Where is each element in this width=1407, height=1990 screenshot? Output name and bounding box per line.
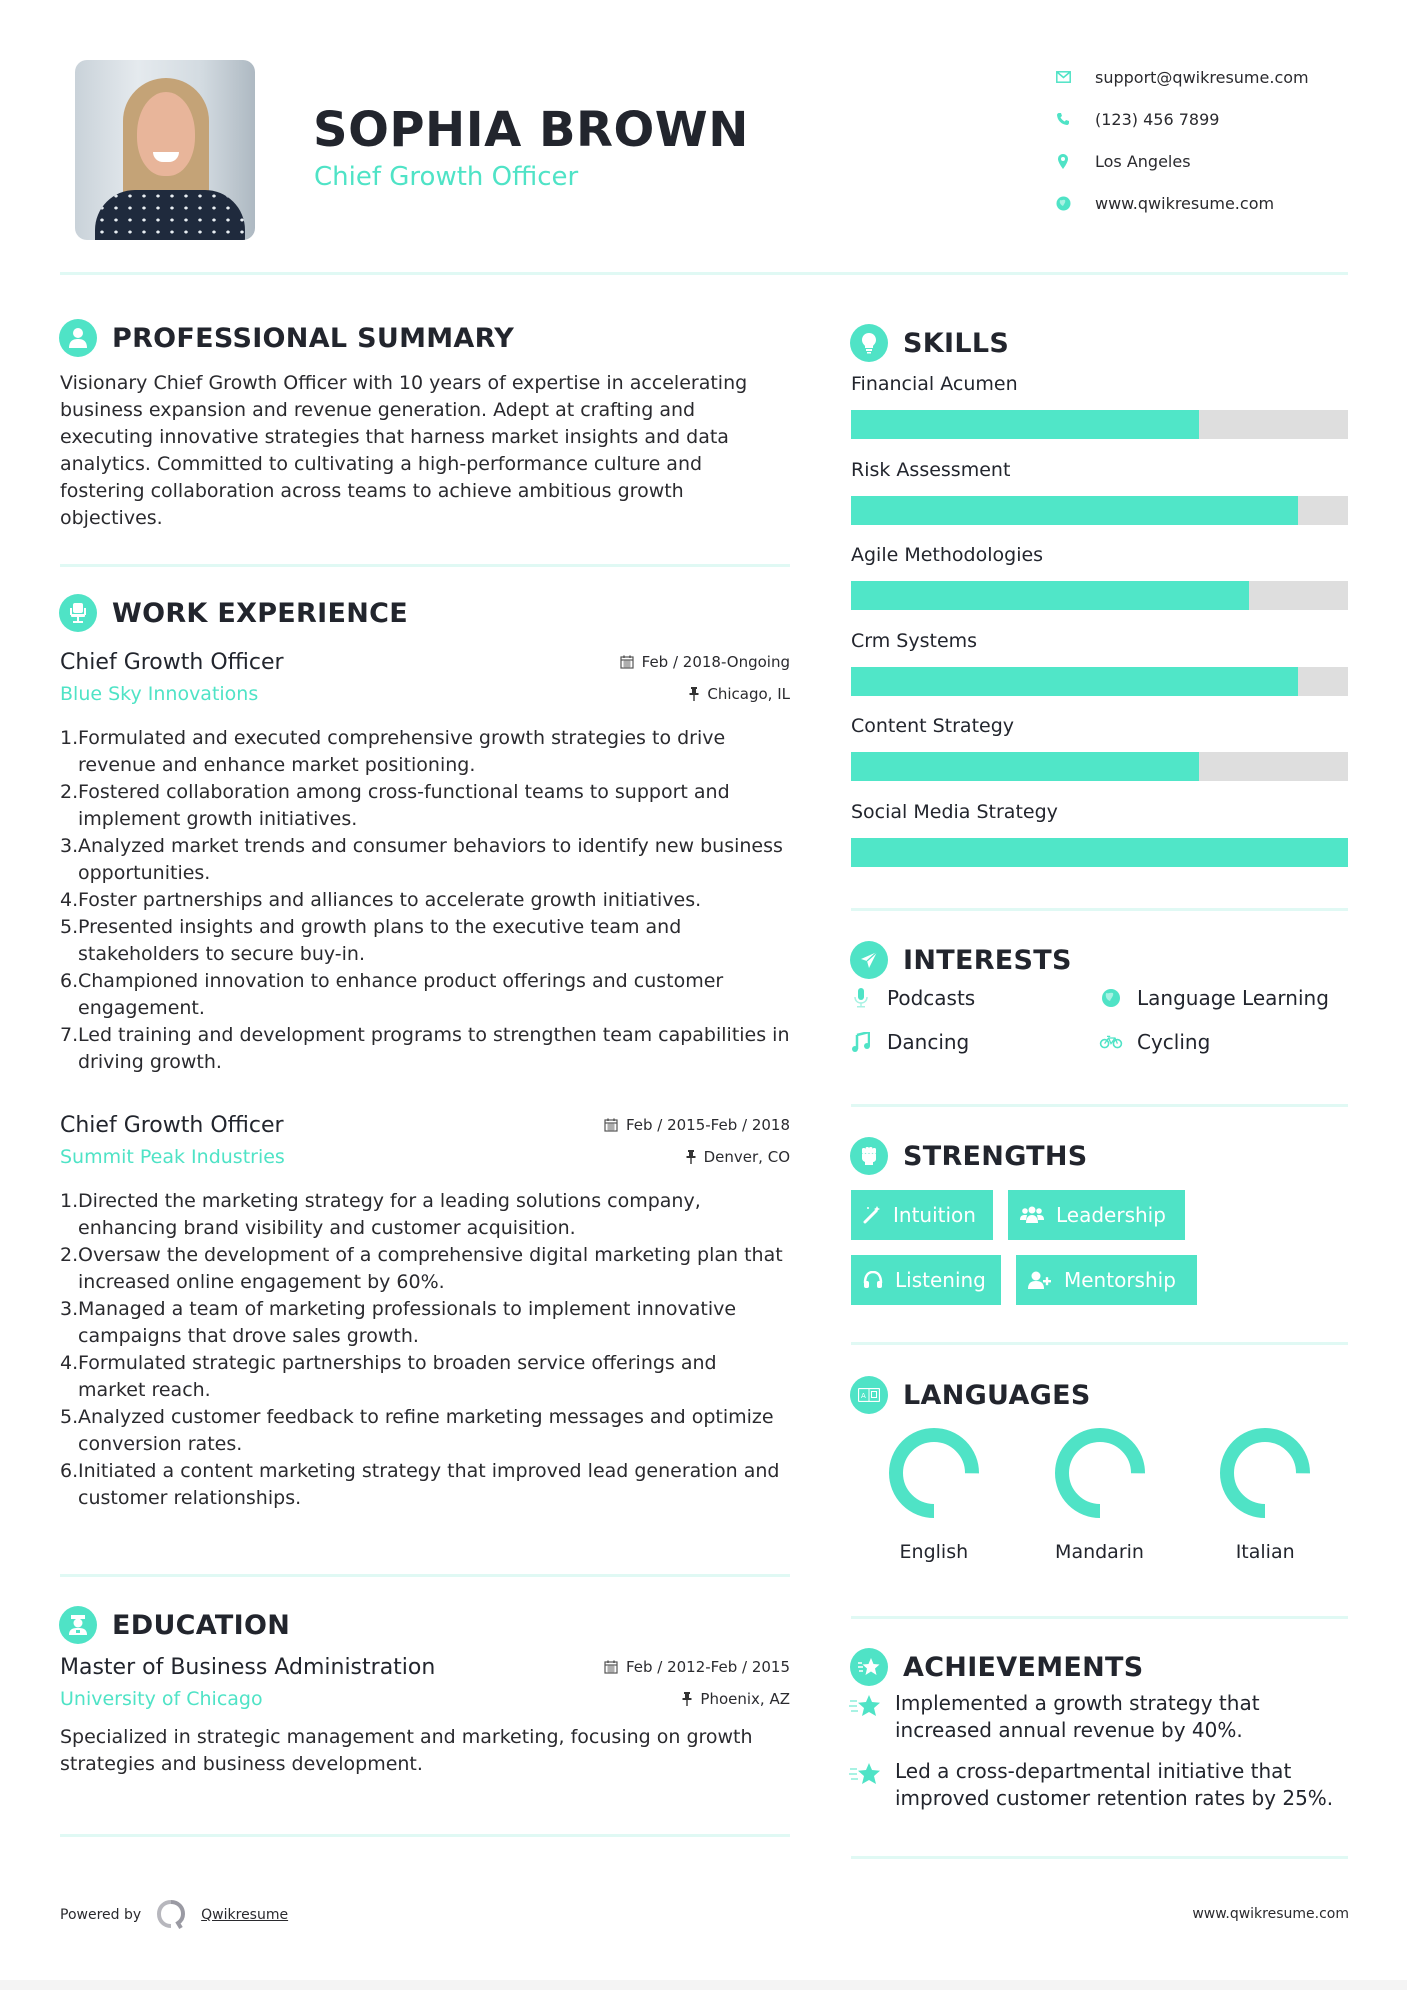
job-bullet: 2. Oversaw the development of a comprehensive digital marketing plan that increased online engagement by 60%. <box>60 1244 783 1293</box>
job-bullet: 5. Analyzed customer feedback to refine marketing messages and optimize conversion rates. <box>60 1406 774 1455</box>
language-progress-ring <box>1217 1425 1313 1521</box>
job-bullet: 4. Formulated strategic partnerships to broaden service offerings and market reach. <box>60 1352 717 1401</box>
language-progress-ring <box>1052 1425 1148 1521</box>
skill-bar <box>851 581 1348 610</box>
contact-website-text: www.qwikresume.com <box>1095 193 1275 213</box>
job-bullet: 6. Championed innovation to enhance product offerings and customer engagement. <box>60 970 724 1019</box>
achievement-item <box>849 1690 1349 1744</box>
powered-by-label: Powered by <box>60 1907 142 1923</box>
job-location-text: Denver, CO <box>703 1148 790 1166</box>
school-name: University of Chicago <box>60 1688 263 1710</box>
job-bullet: 3. Analyzed market trends and consumer behaviors to identify new business opportunities. <box>60 835 783 884</box>
profile-photo <box>75 60 255 240</box>
job-entry <box>60 647 790 1076</box>
strengths-divider <box>851 1342 1348 1345</box>
summary-section-header <box>59 319 514 357</box>
languages-title: LANGUAGES <box>903 1379 1091 1411</box>
job-bullet: 2. Fostered collaboration among cross-functional teams to support and implement growth initiatives. <box>60 781 730 830</box>
skill-bar-fill <box>851 581 1249 610</box>
calendar-icon <box>604 1118 618 1132</box>
skills-divider <box>851 908 1348 911</box>
globe-icon <box>1099 988 1123 1008</box>
education-description: Specialized in strategic management and marketing, focusing on growth strategies and business development. <box>60 1726 753 1775</box>
job-title: Chief Growth Officer <box>60 649 284 675</box>
skill-label: Content Strategy <box>851 715 1015 737</box>
language-label: Mandarin <box>1055 1541 1144 1563</box>
phone-icon <box>1055 111 1071 127</box>
location-icon <box>1055 153 1071 169</box>
languages-section-header <box>850 1376 1091 1414</box>
header-divider <box>60 272 1348 275</box>
interests-divider <box>851 1104 1348 1107</box>
achievements-section-header <box>850 1648 1144 1686</box>
language-item <box>1017 1425 1183 1563</box>
degree-title: Master of Business Administration <box>60 1654 436 1680</box>
achievements-list <box>849 1690 1349 1826</box>
interests-title: INTERESTS <box>903 944 1072 976</box>
language-progress-ring <box>886 1425 982 1521</box>
skill-item <box>851 370 1348 456</box>
strength-label: Mentorship <box>1064 1268 1176 1292</box>
skill-item <box>851 456 1348 542</box>
strengths-section-header <box>850 1137 1088 1175</box>
skill-item <box>851 627 1348 713</box>
skill-label: Crm Systems <box>851 629 978 652</box>
paper-plane-icon <box>850 941 888 979</box>
skill-label: Risk Assessment <box>851 458 1011 481</box>
translate-icon <box>850 1376 888 1414</box>
email-icon <box>1055 69 1071 85</box>
summary-text: Visionary Chief Growth Officer with 10 years of expertise in accelerating business expansion and revenue generation. Adept at crafting and executing innovative strategies that harness market insights and data analytics. Committed to cultivating a high-performance culture and fostering collaboration across teams to achieve ambitious growth objectives. <box>60 372 748 529</box>
interest-item <box>1099 984 1349 1012</box>
contact-phone[interactable] <box>1055 98 1309 140</box>
skill-bar-fill <box>851 752 1199 781</box>
pin-icon <box>682 1692 692 1706</box>
contact-list <box>1055 56 1309 224</box>
company-name: Summit Peak Industries <box>60 1146 285 1168</box>
group-icon <box>1020 1206 1044 1224</box>
strength-label: Leadership <box>1056 1203 1166 1227</box>
strength-label: Intuition <box>893 1203 976 1227</box>
chair-icon <box>59 594 97 632</box>
calendar-icon <box>620 655 634 669</box>
job-bullet: 4. Foster partnerships and alliances to accelerate growth initiatives. <box>60 889 702 911</box>
qwikresume-link[interactable]: Qwikresume <box>201 1907 289 1923</box>
job-bullet: 1. Formulated and executed comprehensive growth strategies to drive revenue and enhance market positioning. <box>60 727 726 776</box>
summary-divider <box>60 564 790 567</box>
skill-bar <box>851 496 1348 525</box>
experience-title: WORK EXPERIENCE <box>112 597 408 629</box>
education-title: EDUCATION <box>112 1609 291 1641</box>
education-divider <box>60 1834 790 1837</box>
skill-item <box>851 541 1348 627</box>
contact-location-text: Los Angeles <box>1095 151 1191 171</box>
company-name: Blue Sky Innovations <box>60 683 259 705</box>
contact-website[interactable] <box>1055 182 1309 224</box>
achievement-text: Implemented a growth strategy that increased annual revenue by 40%. <box>895 1691 1260 1742</box>
interest-item <box>849 984 1099 1012</box>
interest-label: Podcasts <box>887 986 976 1010</box>
job-dates-text: Feb / 2015-Feb / 2018 <box>625 1116 790 1134</box>
education-dates-text: Feb / 2012-Feb / 2015 <box>625 1658 790 1676</box>
language-label: Italian <box>1235 1541 1295 1563</box>
skill-label: Social Media Strategy <box>851 800 1058 823</box>
star-badge-icon <box>850 1648 888 1686</box>
summary-title: PROFESSIONAL SUMMARY <box>112 322 515 354</box>
interest-label: Dancing <box>887 1030 970 1054</box>
language-label: English <box>899 1541 969 1563</box>
education-entry <box>60 1652 790 1778</box>
achievement-text: Led a cross-departmental initiative that improved customer retention rates by 25%. <box>895 1759 1334 1810</box>
interest-label: Cycling <box>1137 1030 1211 1054</box>
achievements-title: ACHIEVEMENTS <box>903 1651 1144 1683</box>
experience-divider <box>60 1574 790 1577</box>
skill-bar-fill <box>851 496 1298 525</box>
candidate-name: SOPHIA BROWN <box>313 102 749 158</box>
achievement-item <box>849 1758 1349 1812</box>
job-bullet: 7. Led training and development programs to strengthen team capabilities in driving growth. <box>60 1024 790 1073</box>
skill-bar-fill <box>851 667 1298 696</box>
strength-chip <box>851 1190 993 1240</box>
contact-email[interactable] <box>1055 56 1309 98</box>
job-bullets <box>60 1188 790 1512</box>
skill-item <box>851 798 1348 884</box>
interests-section-header <box>850 941 1072 979</box>
contact-location <box>1055 140 1309 182</box>
strengths-title: STRENGTHS <box>903 1140 1088 1172</box>
job-bullet: 3. Managed a team of marketing professionals to implement innovative campaigns that drove sales growth. <box>60 1298 737 1347</box>
skills-section-header <box>850 324 1009 362</box>
lightbulb-icon <box>850 324 888 362</box>
microphone-icon <box>849 988 873 1008</box>
skill-bar <box>851 838 1348 867</box>
job-location-text: Chicago, IL <box>707 685 790 703</box>
job-bullet: 5. Presented insights and growth plans to the executive team and stakeholders to secure buy-in. <box>60 916 682 965</box>
language-item <box>851 1425 1017 1563</box>
footer-website[interactable]: www.qwikresume.com <box>1192 1906 1349 1922</box>
skill-bar <box>851 667 1348 696</box>
svg-text:A: A <box>861 1392 866 1400</box>
page-bottom-edge <box>0 1980 1407 1990</box>
music-note-icon <box>849 1032 873 1052</box>
education-location <box>682 1690 790 1708</box>
candidate-role: Chief Growth Officer <box>314 162 579 192</box>
job-entry <box>60 1110 790 1512</box>
qwikresume-logo-icon <box>157 1900 185 1930</box>
skill-item <box>851 712 1348 798</box>
bicycle-icon <box>1099 1034 1123 1050</box>
skill-bar-fill <box>851 410 1199 439</box>
job-bullet: 1. Directed the marketing strategy for a leading solutions company, enhancing brand visibility and customer acquisition. <box>60 1190 701 1239</box>
magic-wand-icon <box>863 1206 881 1224</box>
pin-icon <box>689 687 699 701</box>
education-section-header <box>59 1606 290 1644</box>
education-location-text: Phoenix, AZ <box>700 1690 790 1708</box>
star-icon <box>849 1758 883 1812</box>
strengths-list <box>851 1190 1348 1320</box>
job-title: Chief Growth Officer <box>60 1112 284 1138</box>
user-plus-icon <box>1028 1271 1052 1289</box>
skill-bar <box>851 752 1348 781</box>
skill-bar-fill <box>851 838 1348 867</box>
job-dates <box>604 1116 790 1134</box>
headphones-icon <box>863 1271 883 1289</box>
language-item <box>1182 1425 1348 1563</box>
star-icon <box>849 1690 883 1744</box>
job-bullet: 6. Initiated a content marketing strategy that improved lead generation and customer relationships. <box>60 1460 780 1509</box>
interest-item <box>849 1028 1099 1056</box>
user-icon <box>59 319 97 357</box>
graduate-icon <box>59 1606 97 1644</box>
interest-item <box>1099 1028 1349 1056</box>
strength-chip <box>1016 1255 1197 1305</box>
achievements-divider <box>851 1856 1348 1859</box>
skills-list <box>851 370 1348 883</box>
skill-bar <box>851 410 1348 439</box>
skill-label: Financial Acumen <box>851 373 1018 395</box>
job-dates <box>620 653 790 671</box>
pin-icon <box>686 1150 696 1164</box>
job-location <box>689 685 790 703</box>
languages-list <box>851 1425 1348 1563</box>
globe-icon <box>1055 195 1071 211</box>
calendar-icon <box>604 1660 618 1674</box>
education-dates <box>604 1658 790 1676</box>
strength-chip <box>851 1255 1001 1305</box>
strength-chip <box>1008 1190 1185 1240</box>
skills-title: SKILLS <box>903 327 1010 359</box>
interest-label: Language Learning <box>1137 986 1329 1010</box>
strength-label: Listening <box>895 1268 986 1292</box>
contact-email-text: support@qwikresume.com <box>1095 67 1309 87</box>
languages-divider <box>851 1616 1348 1619</box>
job-dates-text: Feb / 2018-Ongoing <box>641 653 790 671</box>
job-bullets <box>60 725 790 1076</box>
job-location <box>686 1148 790 1166</box>
skill-label: Agile Methodologies <box>851 544 1044 566</box>
contact-phone-text: (123) 456 7899 <box>1095 109 1220 129</box>
experience-section-header <box>59 594 408 632</box>
footer-powered-by <box>60 1900 288 1930</box>
fist-icon <box>850 1137 888 1175</box>
interests-list <box>849 984 1349 1056</box>
